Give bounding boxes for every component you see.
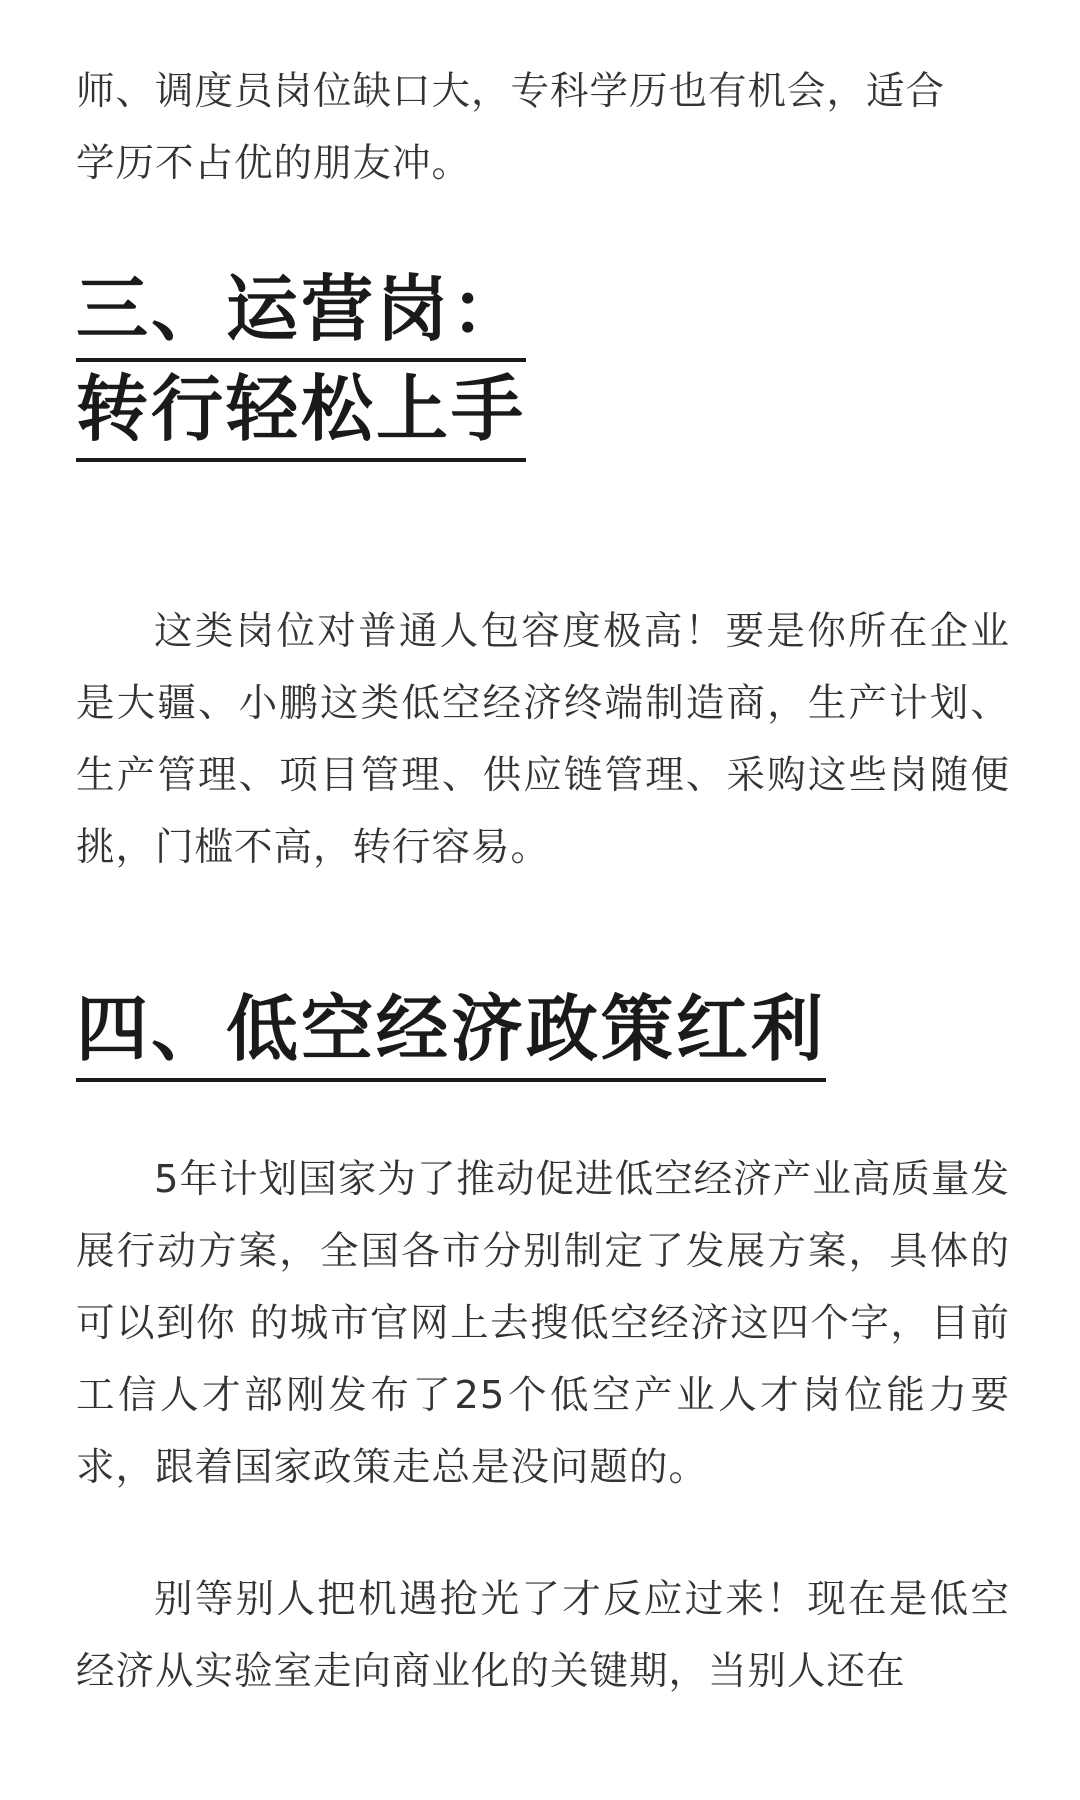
intro-paragraph [76,56,1010,200]
section-4-paragraph: 5年计划国家为了推动促进低空经济产业高质量发展行动方案，全国各市分别制定了发展方案，具体的可以到你 的城市官网上去搜低空经济这四个字，目前工信人才部刚发布了25个低空产业人才岗位能力要求，跟着国家政策走总是没问题的。 [76,1157,1010,1490]
intro-line-1: 师、调度员岗位缺口大，专科学历也有机会，适合 [76,69,946,114]
intro-line-2: 学历不占优的朋友冲。 [76,141,472,186]
section-3-heading-line-2: 转行轻松上手 [76,362,526,462]
section-4-heading [76,982,826,1082]
closing-paragraph: 别等别人把机遇抢光了才反应过来！现在是低空经济从实验室走向商业化的关键期，当别人还在 [76,1577,1010,1694]
section-4-heading-text: 四、低空经济政策红利 [76,982,826,1082]
section-3-heading-line-1: 三、运营岗： [76,262,526,362]
section-3-heading [76,262,526,462]
section-3-paragraph: 这类岗位对普通人包容度极高！要是你所在企业是大疆、小鹏这类低空经济终端制造商，生产计划、生产管理、项目管理、供应链管理、采购这些岗随便挑，门槛不高，转行容易。 [76,609,1010,870]
